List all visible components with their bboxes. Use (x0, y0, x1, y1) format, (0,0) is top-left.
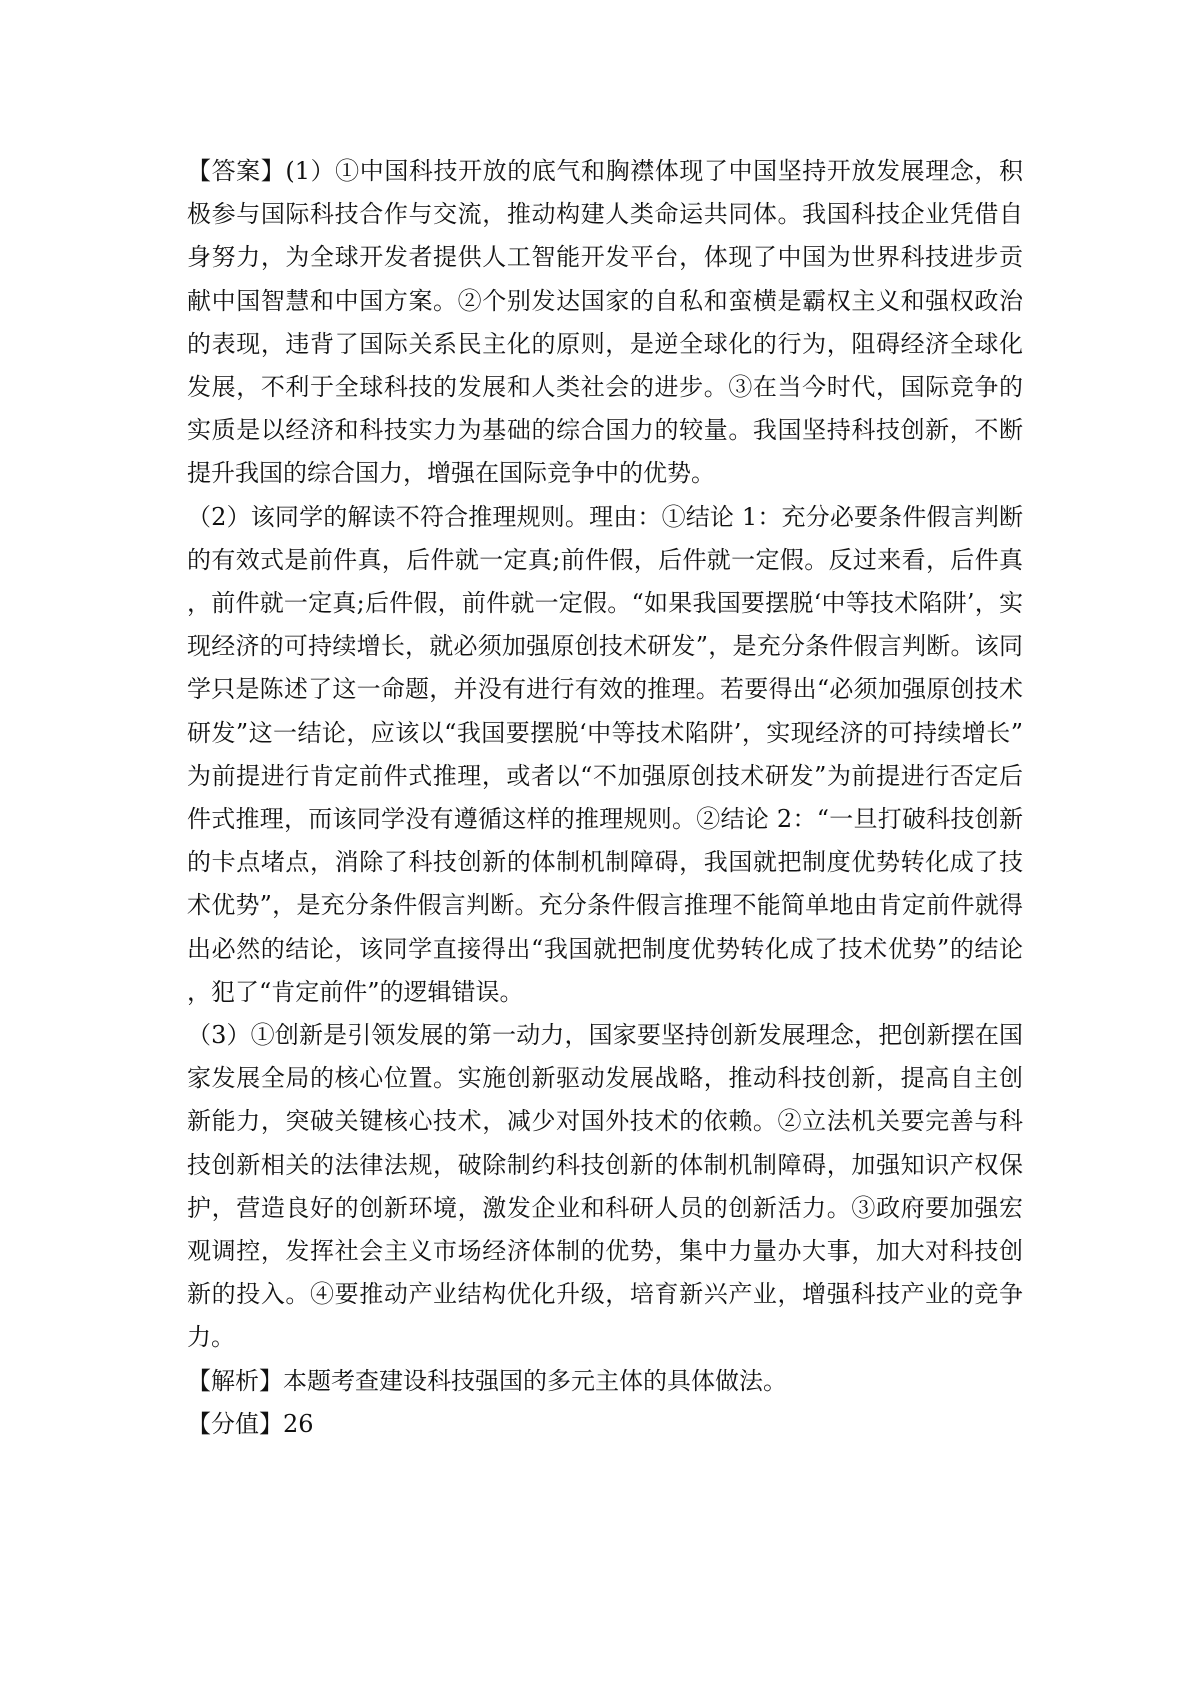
answer-part-2: （2）该同学的解读不符合推理规则。理由：①结论 1：充分必要条件假言判断的有效式是前件真，后件就一定真;前件假，后件就一定假。反过来看，后件真，前件就一定真;后件假，前件就一定假。“如果我国要摆脱‘中等技术陷阱’，实现经济的可持续增长，就必须加强原创技术研发”，是充分条件假言判断。该同学只是陈述了这一命题，并没有进行有效的推理。若要得出“必须加强原创技术研发”这一结论，应该以“我国要摆脱‘中等技术陷阱’，实现经济的可持续增长”为前提进行肯定前件式推理，或者以“不加强原创技术研发”为前提进行否定后件式推理，而该同学没有遵循这样的推理规则。②结论 2：“一旦打破科技创新的卡点堵点，消除了科技创新的体制机制障碍，我国就把制度优势转化成了技术优势”，是充分条件假言判断。充分条件假言推理不能简单地由肯定前件就得出必然的结论，该同学直接得出“我国就把制度优势转化成了技术优势”的结论，犯了“肯定前件”的逻辑错误。 (187, 502, 1023, 1006)
answer-part-3: （3）①创新是引领发展的第一动力，国家要坚持创新发展理念，把创新摆在国家发展全局的核心位置。实施创新驱动发展战略，推动科技创新，提高自主创新能力，突破关键核心技术，减少对国外技术的依赖。②立法机关要完善与科技创新相关的法律法规，破除制约科技创新的体制机制障碍，加强知识产权保护，营造良好的创新环境，激发企业和科研人员的创新活力。③政府要加强宏观调控，发挥社会主义市场经济体制的优势，集中力量办大事，加大对科技创新的投入。④要推动产业结构优化升级，培育新兴产业，增强科技产业的竞争力。 (187, 1021, 1023, 1352)
analysis-line: 【解析】本题考查建设科技强国的多元主体的具体做法。 (187, 1366, 787, 1395)
document-body (187, 150, 1023, 1446)
answer-part-1: 【答案】(1）①中国科技开放的底气和胸襟体现了中国坚持开放发展理念，积极参与国际科技合作与交流，推动构建人类命运共同体。我国科技企业凭借自身努力，为全球开发者提供人工智能开发平台，体现了中国为世界科技进步贡献中国智慧和中国方案。②个别发达国家的自私和蛮横是霸权主义和强权政治的表现，违背了国际关系民主化的原则，是逆全球化的行为，阻碍经济全球化发展，不利于全球科技的发展和人类社会的进步。③在当今时代，国际竞争的实质是以经济和科技实力为基础的综合国力的较量。我国坚持科技创新，不断提升我国的综合国力，增强在国际竞争中的优势。 (187, 157, 1023, 488)
score-line: 【分值】26 (187, 1409, 314, 1438)
